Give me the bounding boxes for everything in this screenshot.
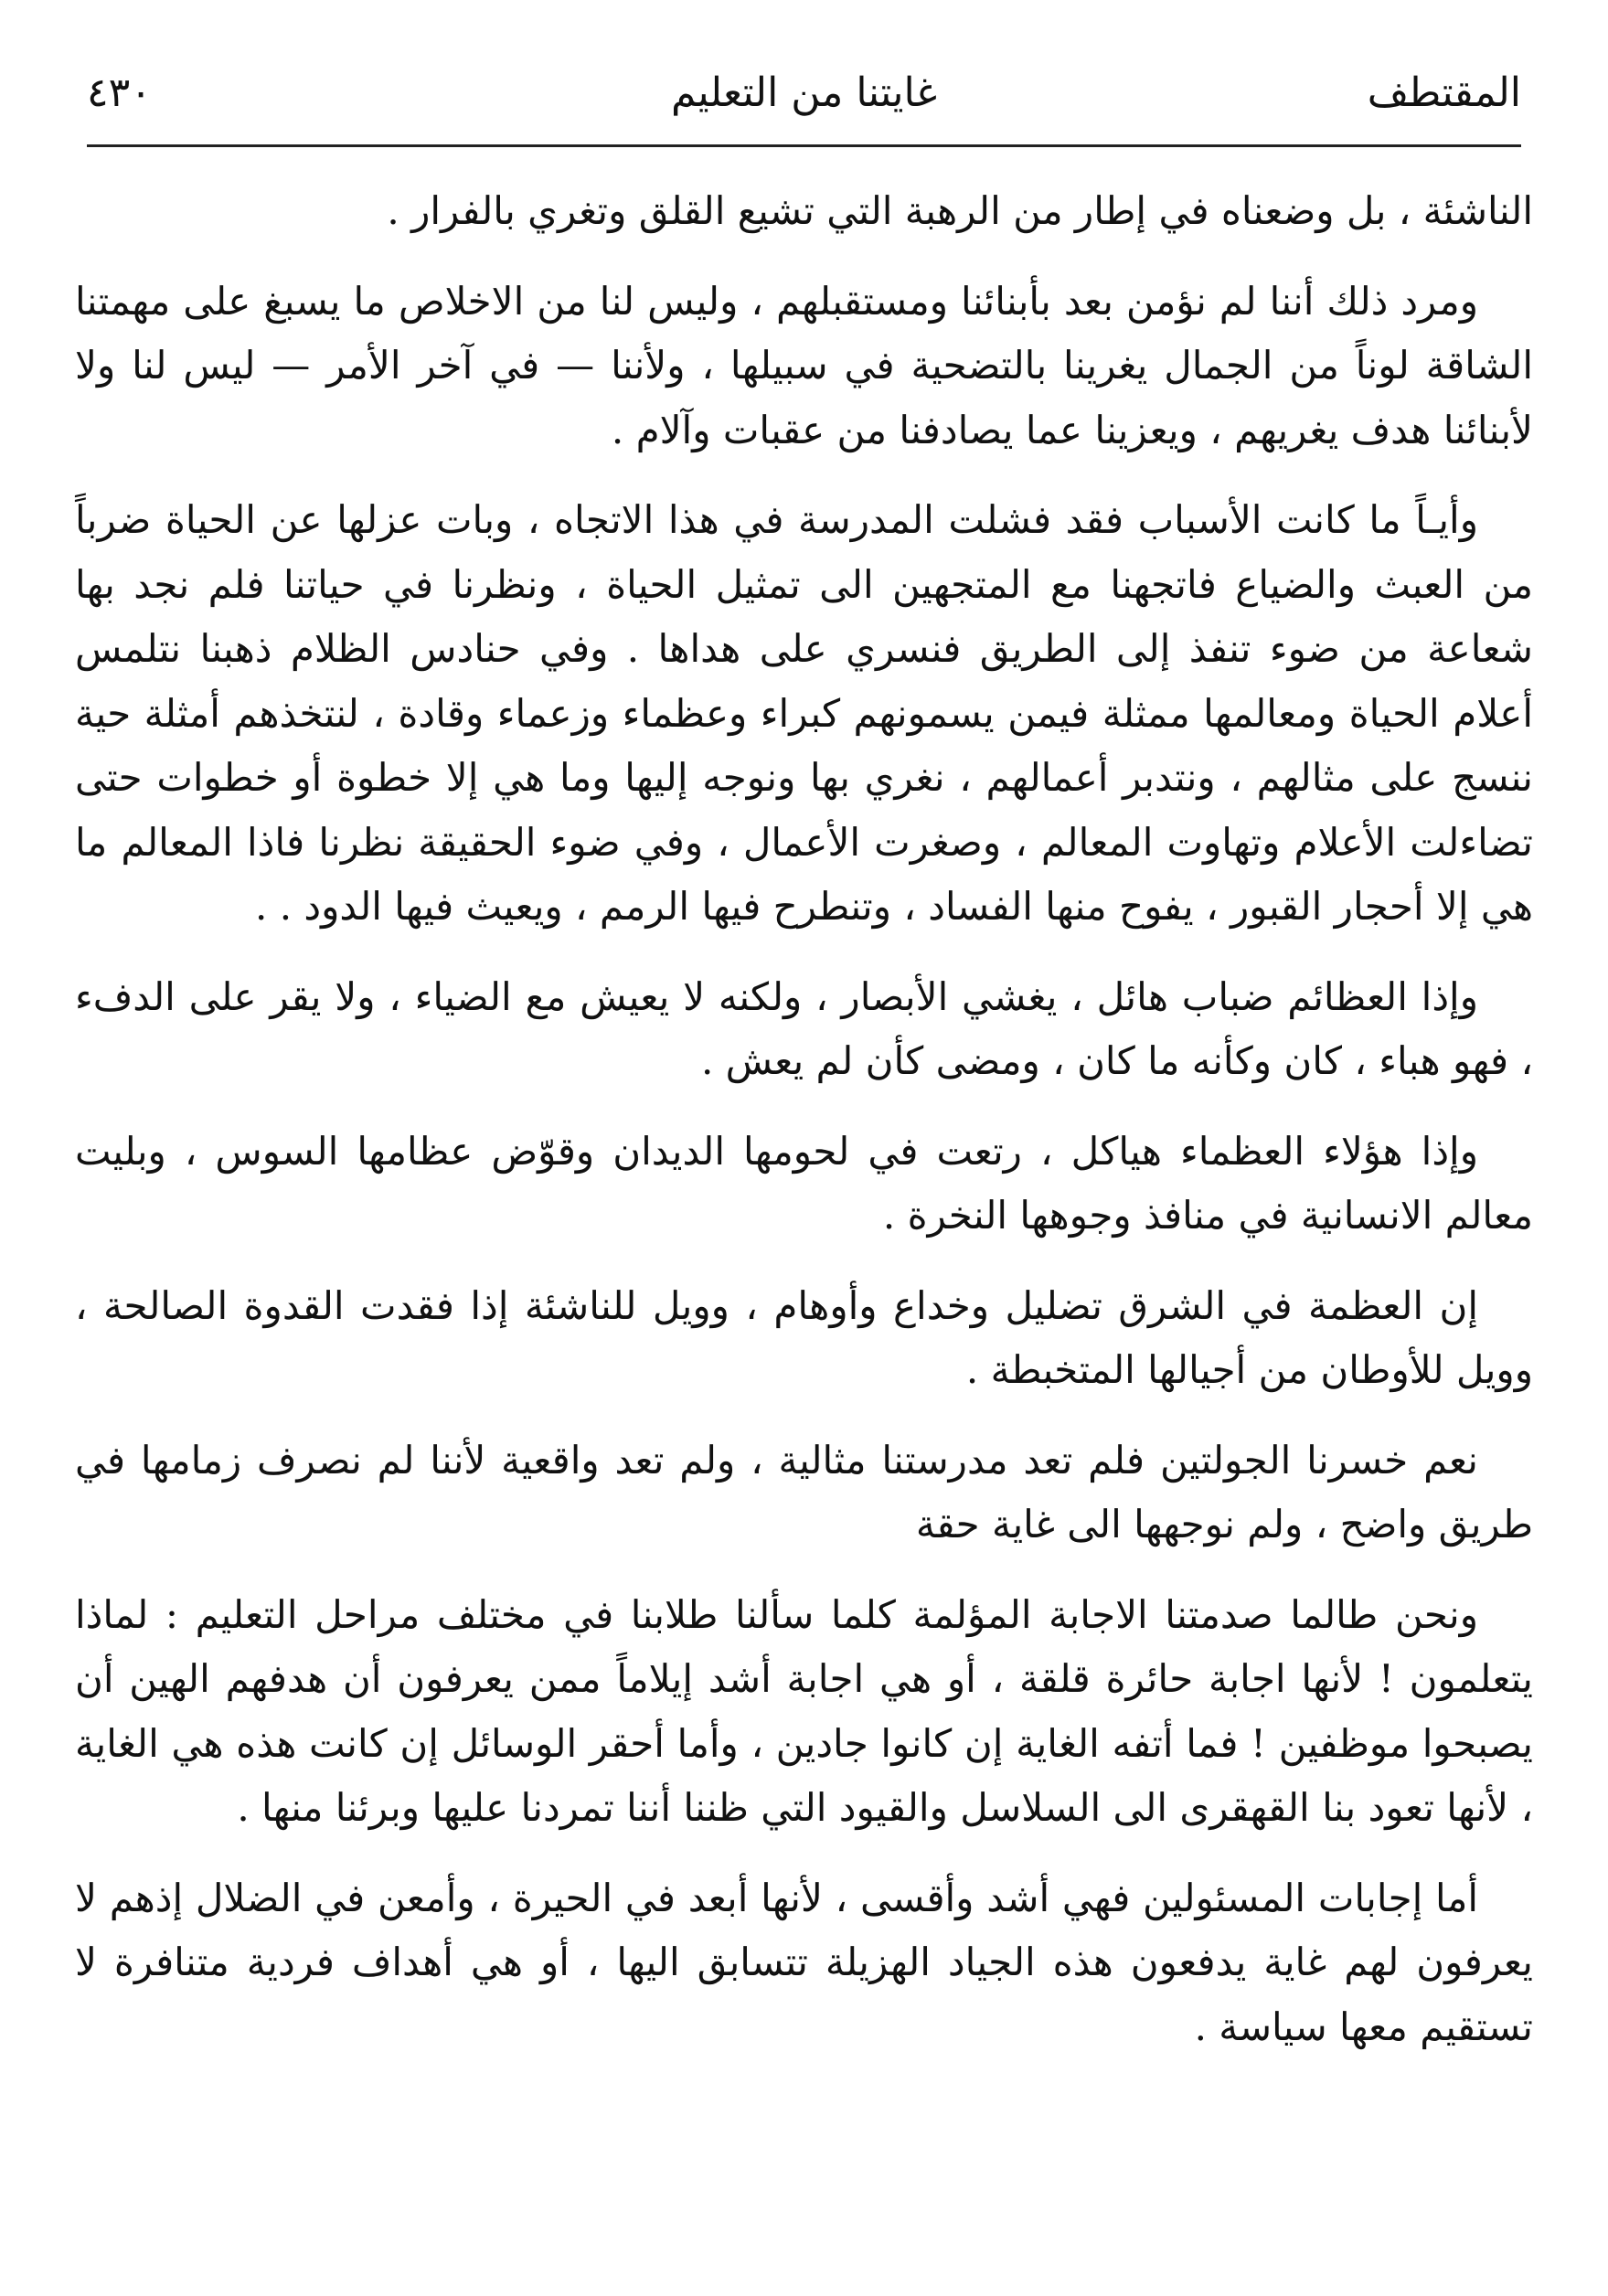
paragraph: إن العظمة في الشرق تضليل وخداع وأوهام ، وويل للناشئة إذا فقدت القدوة الصالحة ، وويل للأوطان من أجيالها المتخبطة . [75, 1282, 1533, 1392]
running-title: غايتنا من التعليم [671, 69, 937, 116]
paragraph: نعم خسرنا الجولتين فلم تعد مدرستنا مثالية ، ولم تعد واقعية لأننا لم نصرف زمامها في طريق واضح ، ولم نوجهها الى غاية حقة [75, 1437, 1533, 1547]
header-rule [87, 144, 1521, 147]
paragraph: ونحن طالما صدمتنا الاجابة المؤلمة كلما سألنا طلابنا في مختلف مراحل التعليم : لماذا يتعلمون ! لأنها اجابة حائرة قلقة ، أو هي اجابة أشد إيلاماً ممن يعرفون أن هدفهم الهين أن يصبحوا موظفين ! فما أتفه الغاية إن كانوا جادين ، وأما أحقر الوسائل إن كانت هذه هي الغاية ، لأنها تعود بنا القهقرى الى السلاسل والقيود التي ظننا أننا تمردنا عليها وبرئنا منها . [75, 1591, 1533, 1830]
paragraph: أما إجابات المسئولين فهي أشد وأقسى ، لأنها أبعد في الحيرة ، وأمعن في الضلال إذهم لا يعرفون لهم غاية يدفعون هذه الجياد الهزيلة تتسابق اليها ، أو هي أهداف فردية متنافرة لا تستقيم معها سياسة . [75, 1875, 1533, 2049]
article-body [75, 179, 1533, 2085]
page-header [87, 57, 1521, 130]
paragraph: وأيـاً ما كانت الأسباب فقد فشلت المدرسة في هذا الاتجاه ، وبات عزلها عن الحياة ضرباً من العبث والضياع فاتجهنا مع المتجهين الى تمثيل الحياة ، ونظرنا في حياتنا فلم نجد بها شعاعة من ضوء تنفذ إلى الطريق فنسري على هداها . وفي حنادس الظلام ذهبنا نتلمس أعلام الحياة ومعالمها ممثلة فيمن يسمونهم كبراء وعظماء وزعماء وقادة ، لنتخذهم أمثلة حية ننسج على مثالهم ، ونتدبر أعمالهم ، نغري بها ونوجه إليها وما هي إلا خطوة أو خطوات حتى تضاءلت الأعلام وتهاوت المعالم ، وصغرت الأعمال ، وفي ضوء الحقيقة نظرنا فاذا المعالم ما هي إلا أحجار القبور ، يفوح منها الفساد ، وتنطرح فيها الرمم ، ويعيث فيها الدود . . [75, 497, 1533, 929]
page-number: ٤٣٠ [87, 69, 152, 116]
paragraph: الناشئة ، بل وضعناه في إطار من الرهبة التي تشيع القلق وتغري بالفرار . [387, 188, 1533, 233]
journal-name: المقتطف [1367, 69, 1521, 116]
paragraph: وإذا هؤلاء العظماء هياكل ، رتعت في لحومها الديدان وقوّض عظامها السوس ، وبليت معالم الانسانية في منافذ وجوهها النخرة . [75, 1128, 1533, 1238]
paragraph: ومرد ذلك أننا لم نؤمن بعد بأبنائنا ومستقبلهم ، وليس لنا من الاخلاص ما يسبغ على مهمتنا الشاقة لوناً من الجمال يغرينا بالتضحية في سبيلها ، ولأننا — في آخر الأمر — ليس لنا ولا لأبنائنا هدف يغريهم ، ويعزينا عما يصادفنا من عقبات وآلام . [75, 278, 1533, 452]
paragraph: وإذا العظائم ضباب هائل ، يغشي الأبصار ، ولكنه لا يعيش مع الضياء ، ولا يقر على الدفء ، فهو هباء ، كان وكأنه ما كان ، ومضى كأن لم يعش . [75, 973, 1533, 1083]
